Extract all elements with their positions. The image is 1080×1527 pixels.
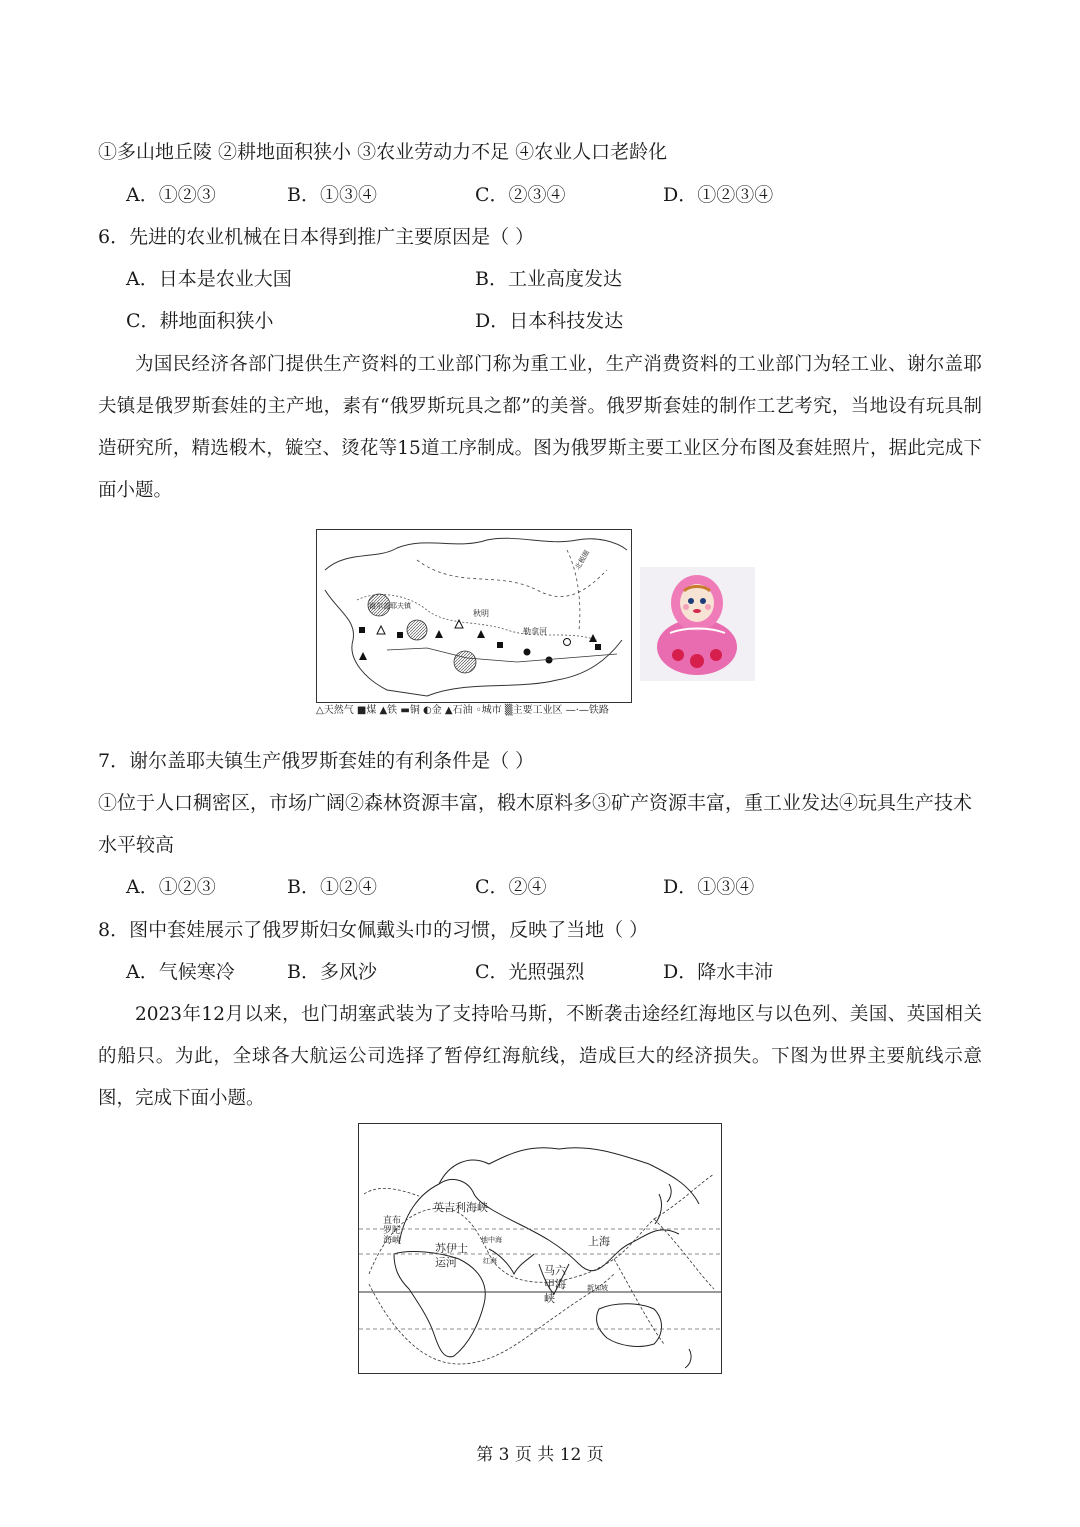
- q7-statement-line2: 水平较高: [98, 834, 175, 856]
- world-map-drawing: [359, 1124, 721, 1373]
- world-map-label-red-sea: 红海: [483, 1257, 497, 1265]
- world-map-label-shanghai: 上海: [588, 1235, 610, 1248]
- q7-option-b[interactable]: B．①②④: [287, 876, 377, 898]
- q6-option-b[interactable]: B．工业高度发达: [475, 268, 622, 290]
- q6-option-d[interactable]: D．日本科技发达: [475, 310, 624, 332]
- passage-russia-industry: 为国民经济各部门提供生产资料的工业部门称为重工业，生产消费资料的工业部门为轻工业、谢尔盖耶夫镇是俄罗斯套娃的主产地，素有“俄罗斯玩具之都”的美誉。俄罗斯套娃的制作工艺考究，当地设有玩具制造研究所，精选椴木，镟空、烫花等15道工序制成。图为俄罗斯主要工业区分布图及套娃照片，据此完成下面小题。: [98, 354, 982, 501]
- world-map-label-malacca: 马六甲海峡: [544, 1264, 566, 1305]
- russia-industry-map: [316, 529, 632, 703]
- world-map-label-mediterranean: 地中海: [481, 1236, 502, 1244]
- russia-map-legend: △天然气 ■煤 ▲铁 ▬铜 ◐金 ▲石油 ◦城市 ▒主要工业区 —·—铁路: [316, 705, 609, 716]
- world-map-label-english-channel: 英吉利海峡: [433, 1201, 488, 1214]
- q5-option-c[interactable]: C．②③④: [475, 184, 566, 206]
- world-map-label-suez: 苏伊士运河: [435, 1242, 468, 1269]
- russia-map-label-arctic-circle: 北极圈: [573, 548, 592, 572]
- russia-map-label-lena: 勒拿河: [523, 627, 547, 636]
- matryoshka-photo: [640, 567, 755, 681]
- russia-map-label-sergiyev: 谢尔盖耶夫镇: [369, 602, 411, 610]
- q6-option-c[interactable]: C．耕地面积狭小: [126, 310, 274, 332]
- q5-statement: ①多山地丘陵 ②耕地面积狭小 ③农业劳动力不足 ④农业人口老龄化: [98, 141, 668, 163]
- q5-option-d[interactable]: D．①②③④: [663, 184, 774, 206]
- q7-stem: 7．谢尔盖耶夫镇生产俄罗斯套娃的有利条件是（ ）: [98, 750, 535, 772]
- q7-option-c[interactable]: C．②④: [475, 876, 547, 898]
- q5-option-a[interactable]: A．①②③: [126, 184, 216, 206]
- q8-option-d[interactable]: D．降水丰沛: [663, 961, 774, 983]
- page-footer: 第 3 页 共 12 页: [476, 1445, 604, 1465]
- matryoshka-drawing: [640, 567, 755, 681]
- q6-option-a[interactable]: A．日本是农业大国: [126, 268, 292, 290]
- q8-option-b[interactable]: B．多风沙: [287, 961, 377, 983]
- q8-option-c[interactable]: C．光照强烈: [475, 961, 585, 983]
- q6-stem: 6．先进的农业机械在日本得到推广主要原因是（ ）: [98, 226, 535, 248]
- q7-option-a[interactable]: A．①②③: [126, 876, 216, 898]
- world-map-label-gibraltar: 直布罗陀海峡: [383, 1216, 402, 1246]
- q7-statement-line1: ①位于人口稠密区，市场广阔②森林资源丰富，椴木原料多③矿产资源丰富，重工业发达④玩具生产技术: [98, 792, 973, 814]
- q7-option-d[interactable]: D．①③④: [663, 876, 755, 898]
- world-shipping-map: [358, 1123, 722, 1374]
- q8-stem: 8．图中套娃展示了俄罗斯妇女佩戴头巾的习惯，反映了当地（ ）: [98, 919, 649, 941]
- passage-red-sea: 2023年12月以来，也门胡塞武装为了支持哈马斯，不断袭击途经红海地区与以色列、美国、英国相关的船只。为此，全球各大航运公司选择了暂停红海航线，造成巨大的经济损失。下图为世界主要航线示意图，完成下面小题。: [98, 1004, 982, 1109]
- world-map-label-singapore: 新加坡: [587, 1284, 608, 1292]
- q5-option-b[interactable]: B．①③④: [287, 184, 377, 206]
- russia-map-label-tyumen: 秋明: [473, 609, 489, 618]
- q8-option-a[interactable]: A．气候寒冷: [126, 961, 235, 983]
